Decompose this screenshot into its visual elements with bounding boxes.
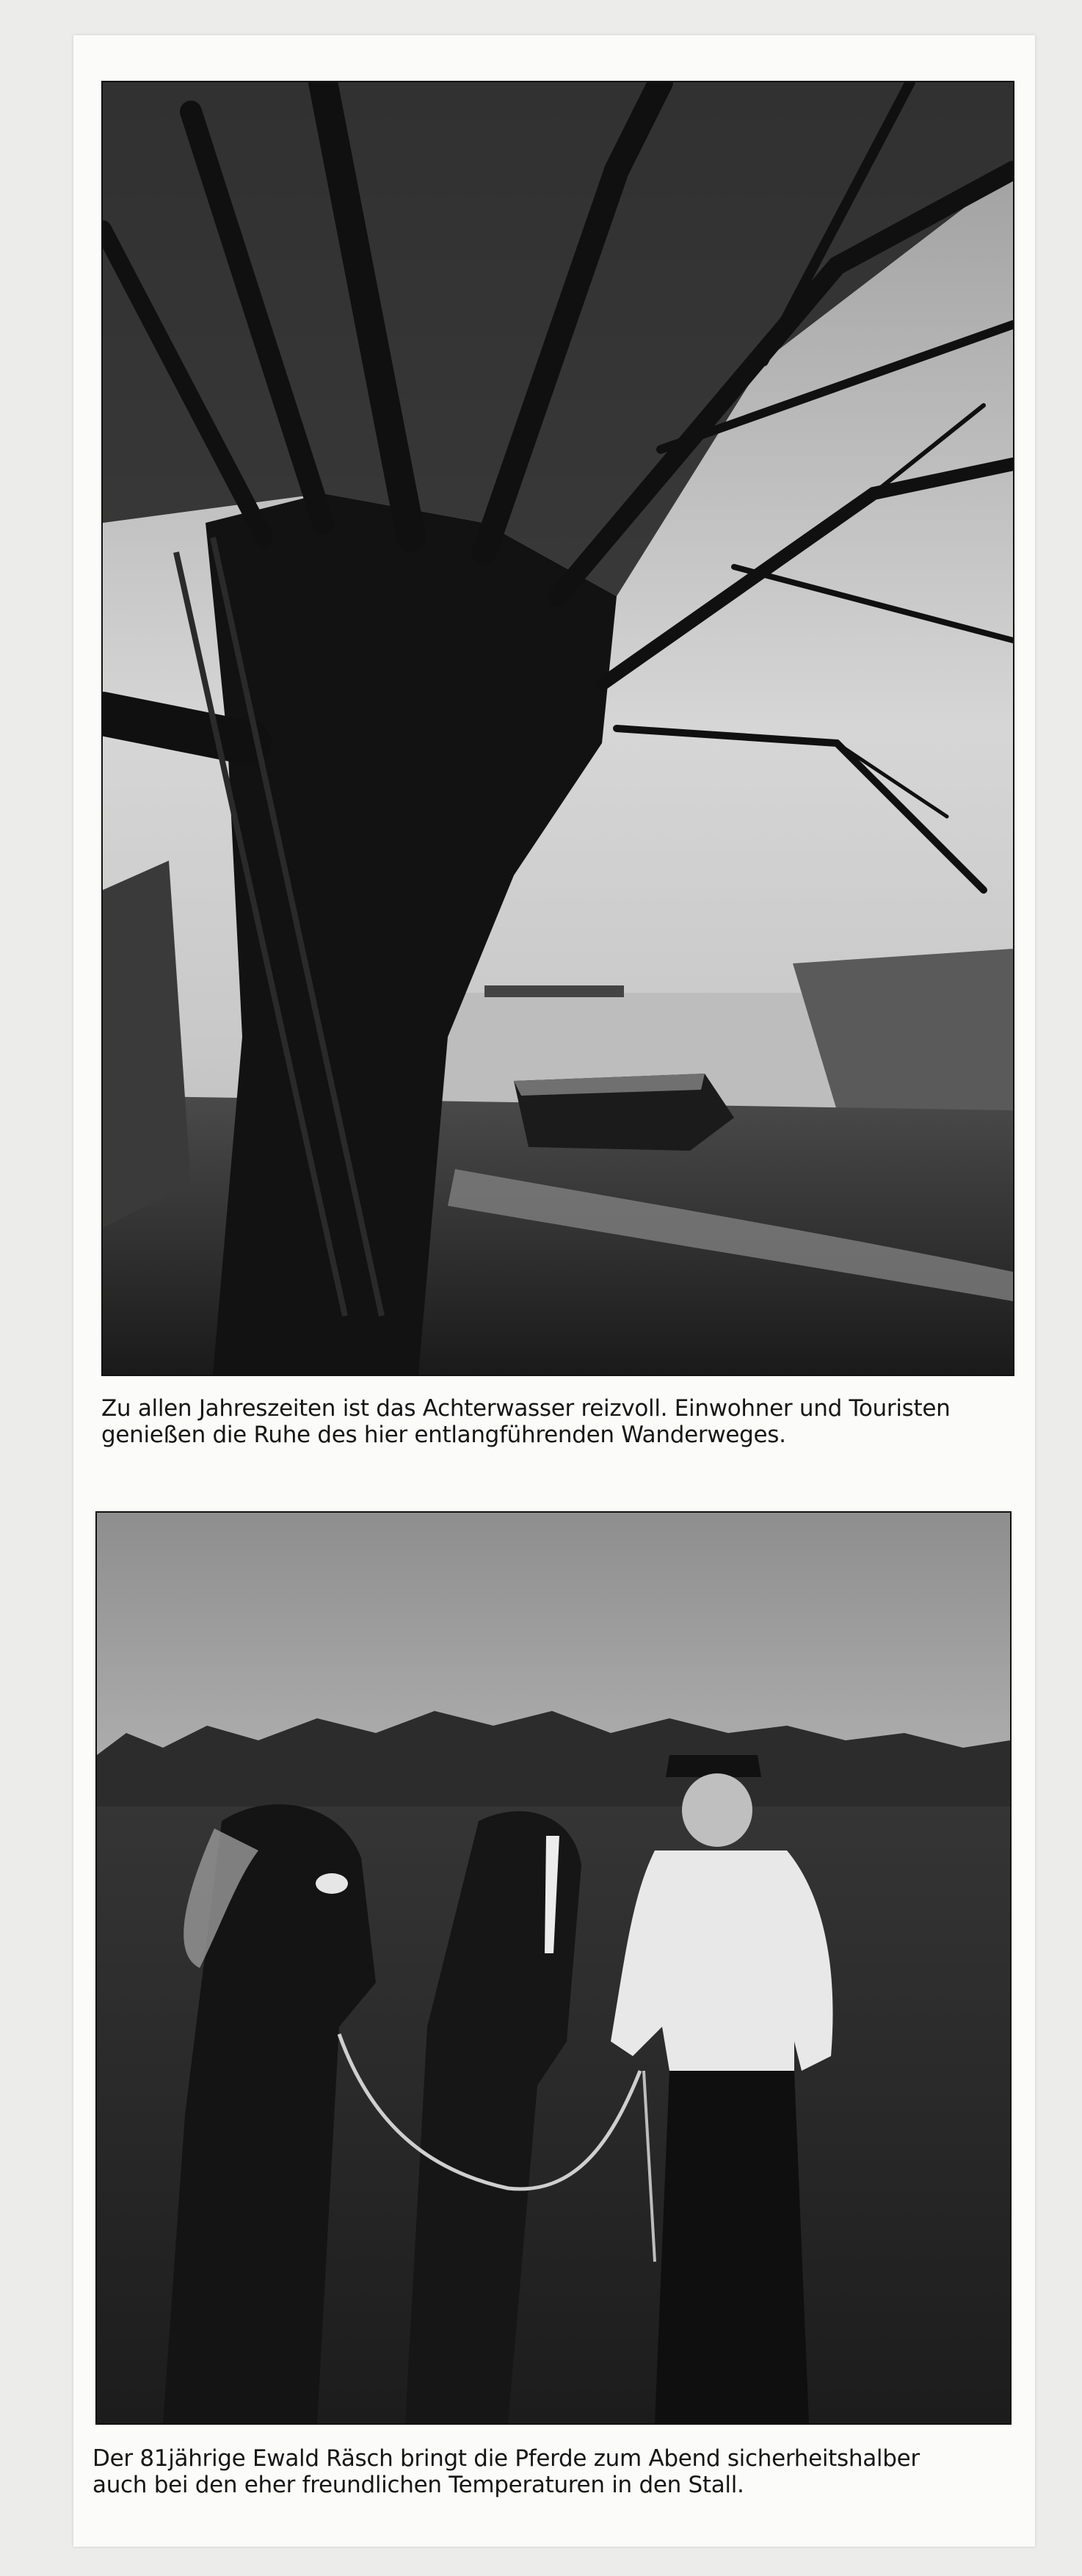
caption-willow-tree-boat — [101, 1395, 951, 1448]
caption-line: Zu allen Jahreszeiten ist das Achterwasser reizvoll. Einwohner und Touristen — [101, 1395, 951, 1422]
caption-line: Der 81jährige Ewald Räsch bringt die Pferde zum Abend sicherheitshalber — [92, 2445, 920, 2472]
photo-willow-tree-boat-image — [103, 82, 1013, 1375]
caption-line: genießen die Ruhe des hier entlangführenden Wanderweges. — [101, 1422, 786, 1448]
photo-willow-tree-boat — [101, 81, 1014, 1376]
caption-man-with-horses — [92, 2445, 920, 2498]
photo-man-with-horses-image — [97, 1513, 1010, 2423]
document-page — [73, 35, 1035, 2547]
caption-line: auch bei den eher freundlichen Temperaturen in den Stall. — [92, 2472, 744, 2498]
photo-man-with-horses — [95, 1511, 1012, 2425]
